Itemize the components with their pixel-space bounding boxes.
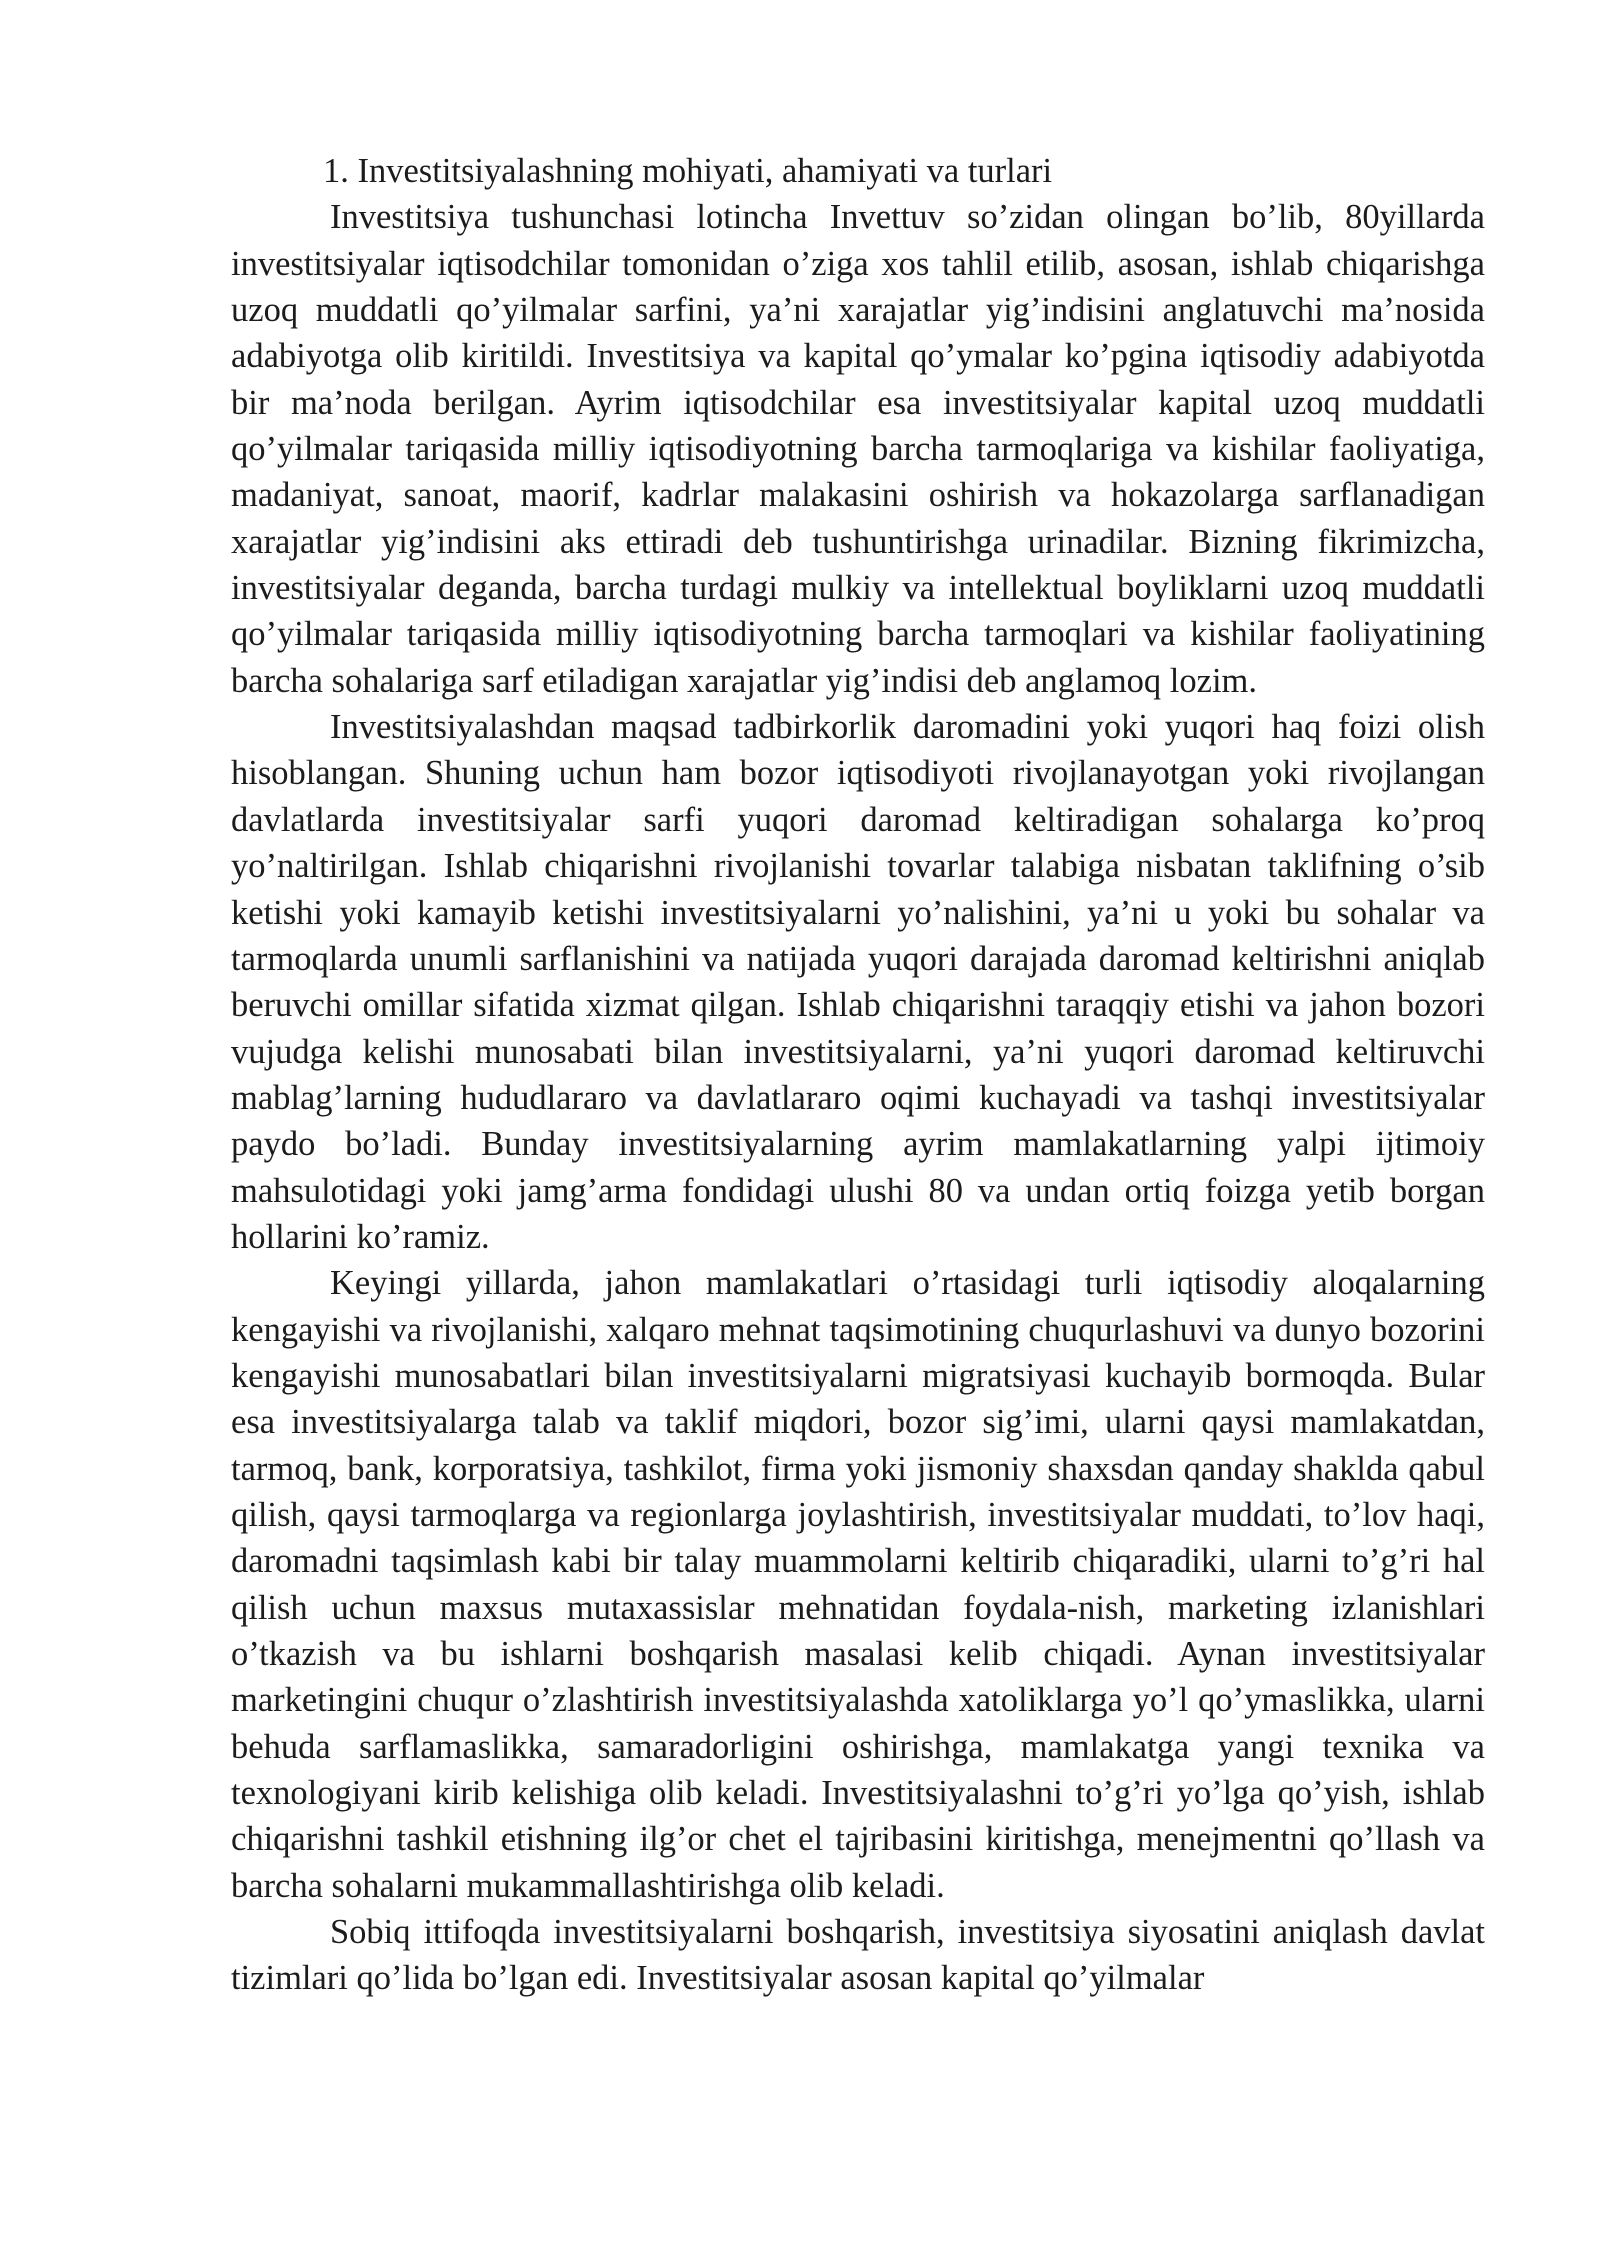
paragraph-investment-migration: Keyingi yillarda, jahon mamlakatlari o’rtasidagi turli iqtisodiy aloqalarning kengayishi va rivojlanishi, xalqaro mehnat taqsimotining chuqurlashuvi va dunyo bozorini kengayishi munosabatlari bilan investitsiyalarni migratsiyasi kuchayib bormoqda. Bular esa investitsiyalarga talab va taklif miqdori, bozor sig’imi, ularni qaysi mamlakatdan, tarmoq, bank, korporatsiya, tashkilot, firma yoki jismoniy shaxsdan qanday shaklda qabul qilish, qaysi tarmoqlarga va regionlarga joylashtirish, investitsiyalar muddati, to’lov haqi, daromadni taqsimlash kabi bir talay muammolarni keltirib chiqaradiki, ularni to’g’ri hal qilish uchun maxsus mutaxassislar mehnatidan foydala-nish, marketing izlanishlari o’tkazish va bu ishlarni boshqarish masalasi kelib chiqadi. Aynan investitsiyalar marketingini chuqur o’zlashtirish investitsiyalashda xatoliklarga yo’l qo’ymaslikka, ularni behuda sarflamaslikka, samaradorligini oshirishga, mamlakatga yangi texnika va texnologiyani kirib kelishiga olib keladi. Investitsiyalashni to’g’ri yo’lga qo’yish, ishlab chiqarishni tashkil etishning ilg’or chet el tajribasini kiritishga, menejmentni qo’llash va barcha sohalarni mukammallashtirishga olib keladi. — [231, 1264, 1485, 1905]
section-heading: 1. Investitsiyalashning mohiyati, ahamiyati va turlari — [323, 152, 1053, 190]
paragraph-investment-purpose: Investitsiyalashdan maqsad tadbirkorlik daromadini yoki yuqori haq foizi olish hisoblangan. Shuning uchun ham bozor iqtisodiyoti rivojlanayotgan yoki rivojlangan davlatlarda investitsiyalar sarfi yuqori daromad keltiradigan sohalarga ko’proq yo’naltirilgan. Ishlab chiqarishni rivojlanishi tovarlar talabiga nisbatan taklifning o’sib ketishi yoki kamayib ketishi investitsiyalarni yo’nalishini, ya’ni u yoki bu sohalar va tarmoqlarda unumli sarflanishini va natijada yuqori darajada daromad keltirishni aniqlab beruvchi omillar sifatida xizmat qilgan. Ishlab chiqarishni taraqqiy etishi va jahon bozori vujudga kelishi munosabati bilan investitsiyalarni, ya’ni yuqori daromad keltiruvchi mablag’larning hududlararo va davlatlararo oqimi kuchayadi va tashqi investitsiyalar paydo bo’ladi. Bunday investitsiyalarning ayrim mamlakatlarning yalpi ijtimoiy mahsulotidagi yoki jamg’arma fondidagi ulushi 80 va undan ortiq foizga yetib borgan hollarini ko’ramiz. — [231, 708, 1485, 1256]
document-page — [231, 148, 1485, 2002]
paragraph-soviet-investment: Sobiq ittifoqda investitsiyalarni boshqarish, investitsiya siyosatini aniqlash davlat tizimlari qo’lida bo’lgan edi. Investitsiyalar asosan kapital qo’yilmalar — [231, 1913, 1485, 1998]
paragraph-investment-definition: Investitsiya tushunchasi lotincha Invettuv so’zidan olingan bo’lib, 80yillarda investitsiyalar iqtisodchilar tomonidan o’ziga xos tahlil etilib, asosan, ishlab chiqarishga uzoq muddatli qo’yilmalar sarfini, ya’ni xarajatlar yig’indisini anglatuvchi ma’nosida adabiyotga olib kiritildi. Investitsiya va kapital qo’ymalar ko’pgina iqtisodiy adabiyotda bir ma’noda berilgan. Ayrim iqtisodchilar esa investitsiyalar kapital uzoq muddatli qo’yilmalar tariqasida milliy iqtisodiyotning barcha tarmoqlariga va kishilar faoliyatiga, madaniyat, sanoat, maorif, kadrlar malakasini oshirish va hokazolarga sarflanadigan xarajatlar yig’indisini aks ettiradi deb tushuntirishga urinadilar. Bizning fikrimizcha, investitsiyalar deganda, barcha turdagi mulkiy va intellektual boyliklarni uzoq muddatli qo’yilmalar tariqasida milliy iqtisodiyotning barcha tarmoqlari va kishilar faoliyatining barcha sohalariga sarf etiladigan xarajatlar yig’indisi deb anglamoq lozim. — [231, 198, 1485, 700]
